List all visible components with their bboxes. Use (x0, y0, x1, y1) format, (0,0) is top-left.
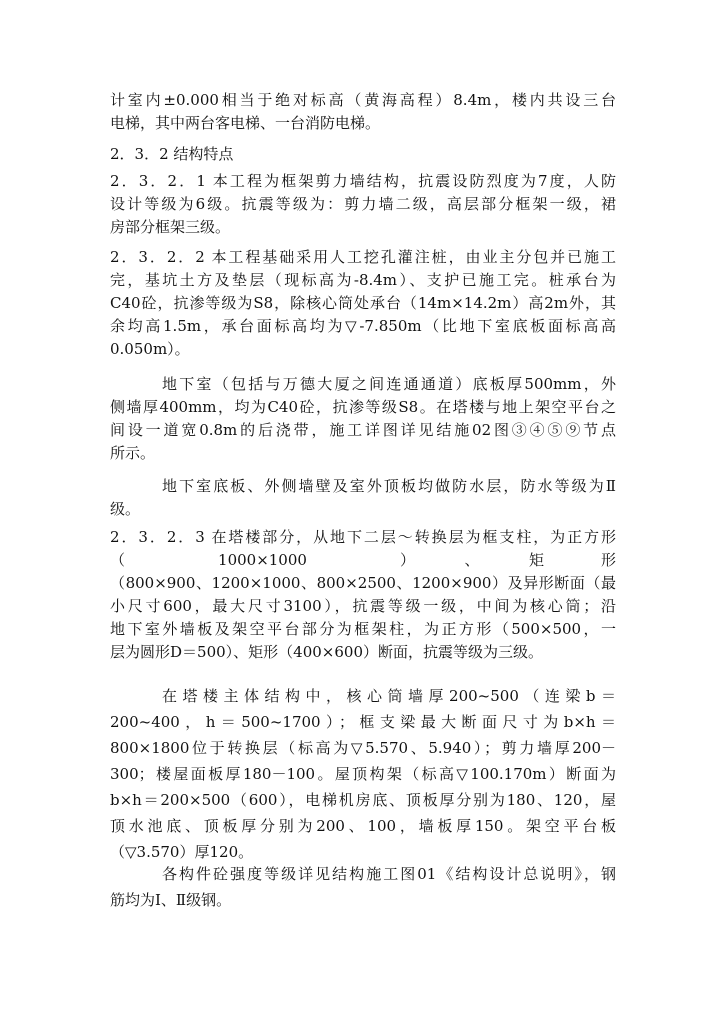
heading-structure-features: 2．3．2 结构特点 (110, 145, 234, 163)
text-line: 级。 (110, 500, 141, 518)
text-line: 顶水池底、顶板厚分别为200、100，墙板厚150。架空平台板 (110, 817, 616, 835)
text-line: 余均高1.5m，承台面标高均为▽-7.850m（比地下室底板面标高高 (110, 317, 616, 335)
text-line: 200~400，h＝500~1700）；框支梁最大断面尺寸为b×h＝ (110, 713, 616, 731)
paragraph-concrete-grade (110, 861, 616, 913)
text-line: 小尺寸600，最大尺寸3100），抗震等级一级，中间为核心筒；沿 (110, 597, 616, 615)
paragraph-2-3-2-1 (110, 170, 616, 239)
text-line: （800×900、1200×1000、800×2500、1200×900）及异形断面（最 (110, 574, 616, 592)
section-heading-2-3-2 (110, 143, 616, 166)
text-line: 房部分框架三级。 (110, 218, 231, 236)
paragraph-basement (110, 373, 616, 465)
text-line: 层为圆形D＝500）、矩形（400×600）断面，抗震等级为三级。 (110, 643, 543, 661)
text-line: 各构件砼强度等级详见结构施工图01《结构设计总说明》，钢 (162, 865, 616, 883)
text-line: 设计等级为6级。抗震等级为：剪力墙二级，高层部分框架一级，裙 (110, 195, 616, 213)
paragraph-core-tube (110, 683, 616, 865)
text-line: 地下室（包括与万德大厦之间连通通道）底板厚500mm，外 (162, 375, 616, 393)
paragraph-2-3-2-2 (110, 246, 616, 361)
text-line: 间设一道宽0.8m的后浇带，施工详图详见结施02图③④⑤⑨节点 (110, 421, 616, 439)
text-line: 2．3．2．1 本工程为框架剪力墙结构，抗震设防烈度为7度，人防 (110, 172, 616, 190)
text-line: 计室内±0.000相当于绝对标高（黄海高程）8.4m，楼内共设三台 (110, 91, 616, 109)
text-line: 0.050m）。 (110, 340, 190, 358)
paragraph-waterproof (110, 475, 616, 521)
text-line: 在塔楼主体结构中，核心筒墙厚200~500（连梁b＝ (162, 687, 616, 705)
text-line: 筋均为Ⅰ、Ⅱ级钢。 (110, 891, 232, 909)
text-line: 300；楼屋面板厚180－100。屋顶构架（标高▽100.170m）断面为 (110, 765, 616, 783)
text-line: 地下室外墙板及架空平台部分为框架柱，为正方形（500×500，一 (110, 620, 616, 638)
text-line: C40砼，抗渗等级为S8，除核心筒处承台（14m×14.2m）高2m外，其 (110, 294, 616, 312)
paragraph-2-3-2-3 (110, 526, 616, 664)
text-line: 2．3．2．3 在塔楼部分，从地下二层～转换层为框支柱，为正方形 (110, 528, 616, 546)
text-line: 所示。 (110, 444, 156, 462)
text-line: 完，基坑土方及垫层（现标高为-8.4m）、支护已施工完。桩承台为 (110, 271, 616, 289)
text-line: 2．3．2．2 本工程基础采用人工挖孔灌注桩，由业主分包并已施工 (110, 248, 616, 266)
text-line: （▽3.570）厚120。 (110, 843, 254, 861)
text-line: 侧墙厚400mm，均为C40砼，抗渗等级S8。在塔楼与地上架空平台之 (110, 398, 616, 416)
text-line: （ 1000×1000 ） 、 矩 形 (110, 551, 616, 569)
text-line: 800×1800位于转换层（标高为▽5.570、5.940）；剪力墙厚200－ (110, 739, 616, 757)
text-line: 电梯，其中两台客电梯、一台消防电梯。 (110, 114, 381, 132)
paragraph-elevation (110, 89, 616, 135)
text-line: 地下室底板、外侧墙壁及室外顶板均做防水层，防水等级为Ⅱ (162, 477, 616, 495)
text-line: b×h＝200×500（600），电梯机房底、顶板厚分别为180、120，屋 (110, 791, 616, 809)
